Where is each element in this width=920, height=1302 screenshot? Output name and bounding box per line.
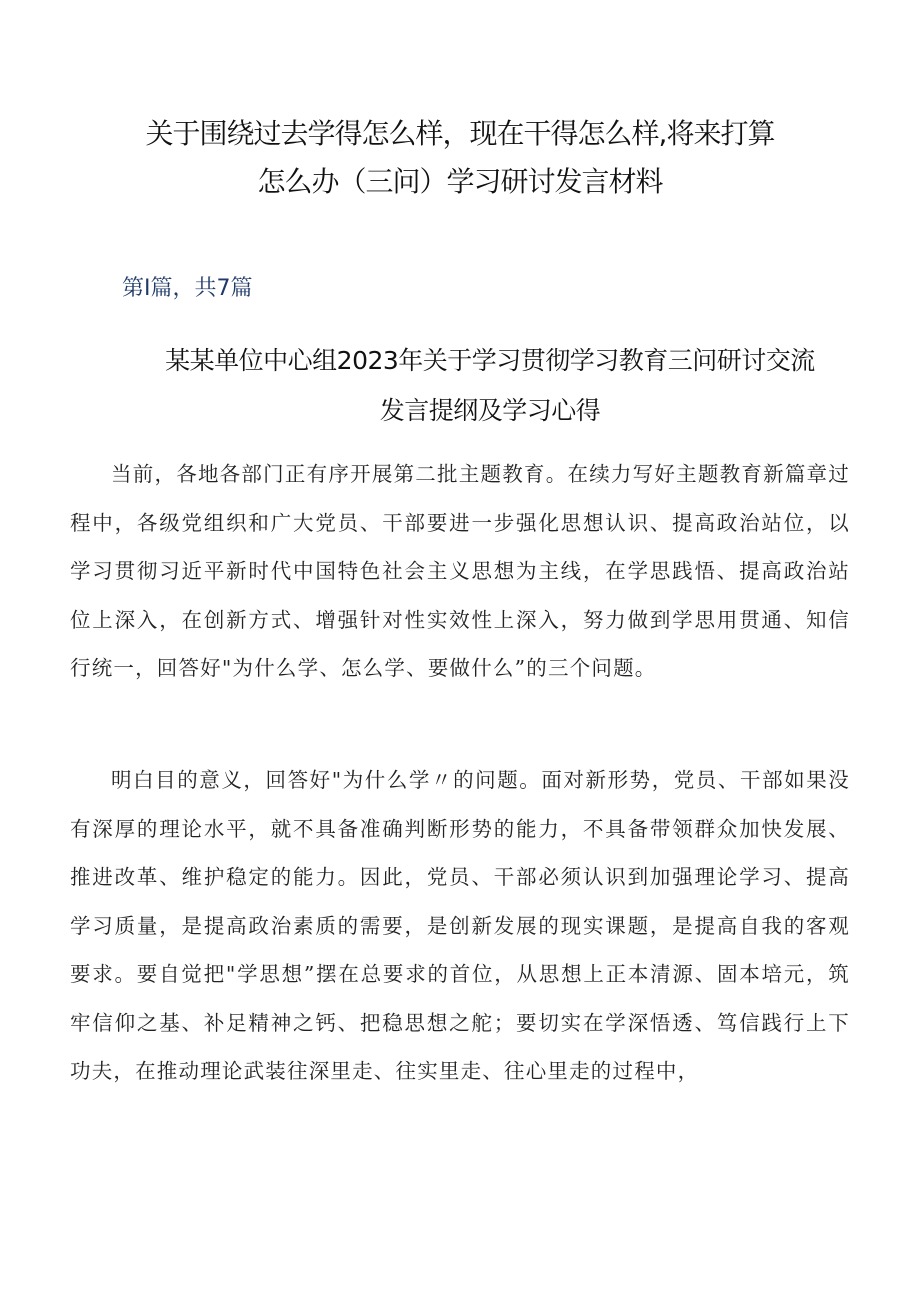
section-title-line-2: 发言提纲及学习心得 [379,396,601,425]
document-title-line-2: 怎么办（三问）学习研讨发言材料 [257,165,663,198]
document-title [60,110,860,206]
document-title-line-1: 关于围绕过去学得怎么样，现在干得怎么样,将来打算 [145,117,775,150]
section-title-line-1: 某某单位中心组2023年关于学习贯彻学习教育三问研讨交流 [165,346,815,375]
part-label: 第I篇，共7篇 [122,276,253,301]
section-title [100,336,880,436]
body-paragraph-1: 当前，各地各部门正有序开展第二批主题教育。在续力写好主题教育新篇章过程中，各级党组织和广大党员、干部要进一步强化思想认识、提高政治站位，以学习贯彻习近平新时代中国特色社会主义思想为主线，在学思践悟、提高政治站位上深入，在创新方式、增强针对性实效性上深入，努力做到学思用贯通、知信行统一，回答好"为什么学、怎么学、要做什么”的三个问题。 [70,462,850,680]
body-paragraph-2: 明白目的意义，回答好"为什么学〃的问题。面对新形势，党员、干部如果没有深厚的理论水平，就不具备准确判断形势的能力，不具备带领群众加快发展、推进改革、维护稳定的能力。因此，党员、干部必须认识到加强理论学习、提高学习质量，是提高政治素质的需要，是创新发展的现实课题，是提高自我的客观要求。要自觉把"学思想”摆在总要求的首位，从思想上正本清源、固本培元，筑牢信仰之基、补足精神之钙、把稳思想之舵；要切实在学深悟透、笃信践行上下功夫，在推动理论武装往深里走、往实里走、往心里走的过程中， [70,768,850,1083]
